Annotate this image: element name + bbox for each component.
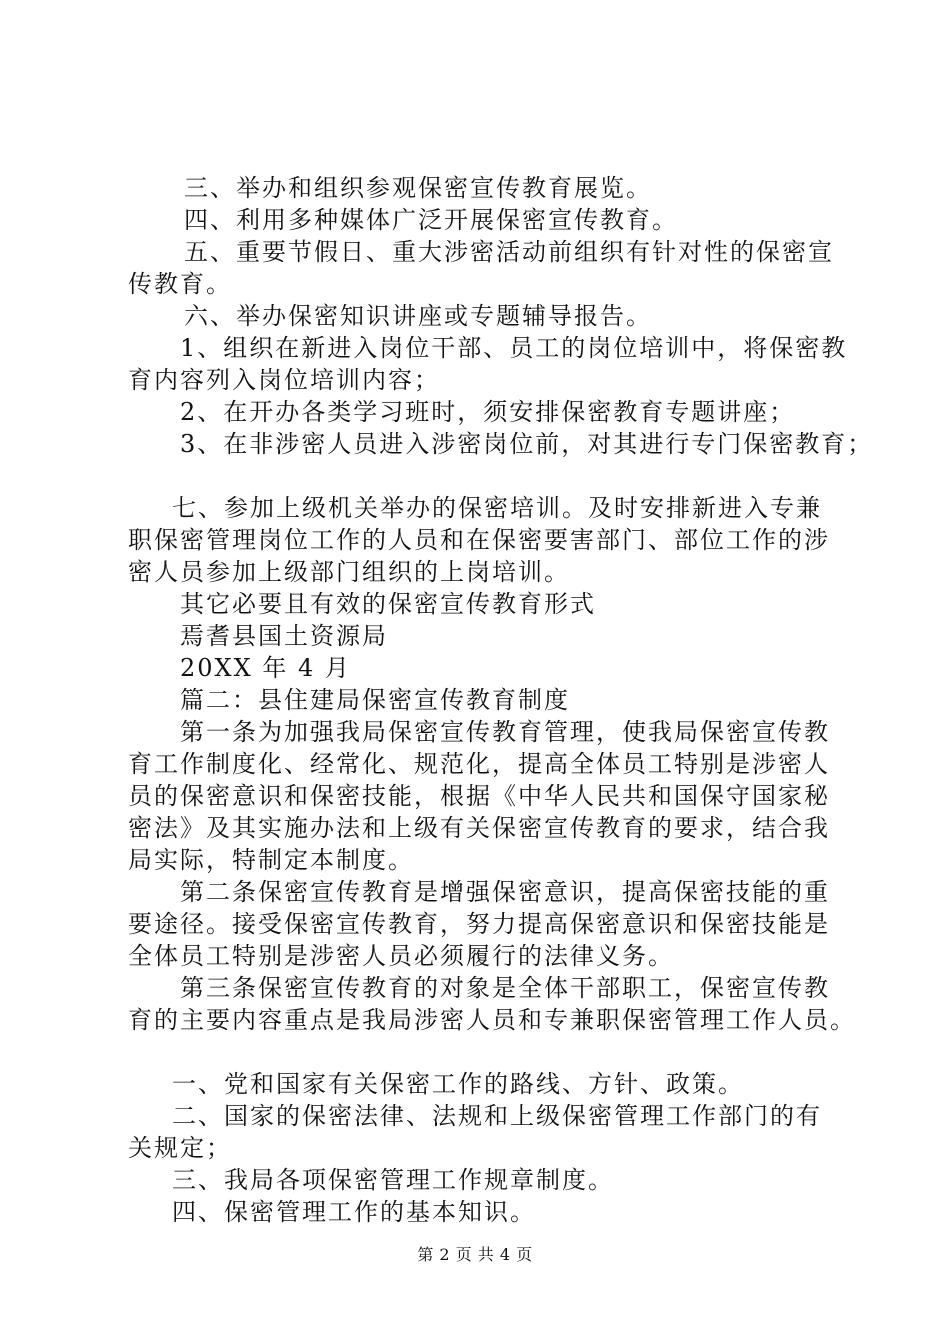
text-line: 1、组织在新进入岗位干部、员工的岗位培训中，将保密教 bbox=[180, 334, 848, 362]
text-line: 其它必要且有效的保密宣传教育形式 bbox=[180, 590, 596, 618]
text-line: 要途径。接受保密宣传教育，努力提高保密意识和保密技能是 bbox=[128, 910, 830, 938]
page-number: 第 2 页 共 4 页 bbox=[417, 1245, 533, 1264]
text-line: 20XX 年 4 月 bbox=[180, 654, 351, 682]
paragraph-gap bbox=[128, 460, 848, 492]
text-line: 三、我局各项保密管理工作规章制度。 bbox=[172, 1166, 614, 1194]
text-line: 七、参加上级机关举办的保密培训。及时安排新进入专兼 bbox=[172, 494, 822, 522]
text-line: 密人员参加上级部门组织的上岗培训。 bbox=[128, 558, 570, 586]
text-line: 育内容列入岗位培训内容； bbox=[128, 366, 440, 394]
paragraph-gap bbox=[128, 1036, 848, 1068]
text-line: 全体员工特别是涉密人员必须履行的法律义务。 bbox=[128, 942, 674, 970]
text-line: 职保密管理岗位工作的人员和在保密要害部门、部位工作的涉 bbox=[128, 526, 830, 554]
text-line: 第一条为加强我局保密宣传教育管理，使我局保密宣传教 bbox=[180, 718, 830, 746]
text-line: 第二条保密宣传教育是增强保密意识，提高保密技能的重 bbox=[180, 878, 830, 906]
text-line: 第三条保密宣传教育的对象是全体干部职工，保密宣传教 bbox=[180, 974, 830, 1002]
text-line: 局实际，特制定本制度。 bbox=[128, 846, 414, 874]
section-heading: 篇二：县住建局保密宣传教育制度 bbox=[180, 686, 570, 714]
text-line: 三、举办和组织参观保密宣传教育展览。 bbox=[184, 174, 652, 202]
text-line: 五、重要节假日、重大涉密活动前组织有针对性的保密宣 bbox=[184, 238, 834, 266]
document-body bbox=[128, 172, 874, 1228]
text-line: 密法》及其实施办法和上级有关保密宣传教育的要求，结合我 bbox=[128, 814, 830, 842]
text-line: 员的保密意识和保密技能，根据《中华人民共和国保守国家秘 bbox=[128, 782, 830, 810]
text-line: 二、国家的保密法律、法规和上级保密管理工作部门的有 bbox=[172, 1102, 822, 1130]
text-line: 传教育。 bbox=[128, 270, 232, 298]
text-line: 3、在非涉密人员进入涉密岗位前，对其进行专门保密教育； bbox=[180, 430, 874, 458]
text-line: 六、举办保密知识讲座或专题辅导报告。 bbox=[184, 302, 652, 330]
text-line: 2、在开办各类学习班时，须安排保密教育专题讲座； bbox=[180, 398, 796, 426]
text-line: 四、保密管理工作的基本知识。 bbox=[172, 1198, 536, 1226]
text-line: 四、利用多种媒体广泛开展保密宣传教育。 bbox=[184, 206, 678, 234]
text-line: 焉耆县国土资源局 bbox=[180, 622, 388, 650]
text-line: 育的主要内容重点是我局涉密人员和专兼职保密管理工作人员。 bbox=[128, 1006, 856, 1034]
text-line: 育工作制度化、经常化、规范化，提高全体员工特别是涉密人 bbox=[128, 750, 830, 778]
text-line: 一、党和国家有关保密工作的路线、方针、政策。 bbox=[172, 1070, 744, 1098]
text-line: 关规定； bbox=[128, 1134, 232, 1162]
